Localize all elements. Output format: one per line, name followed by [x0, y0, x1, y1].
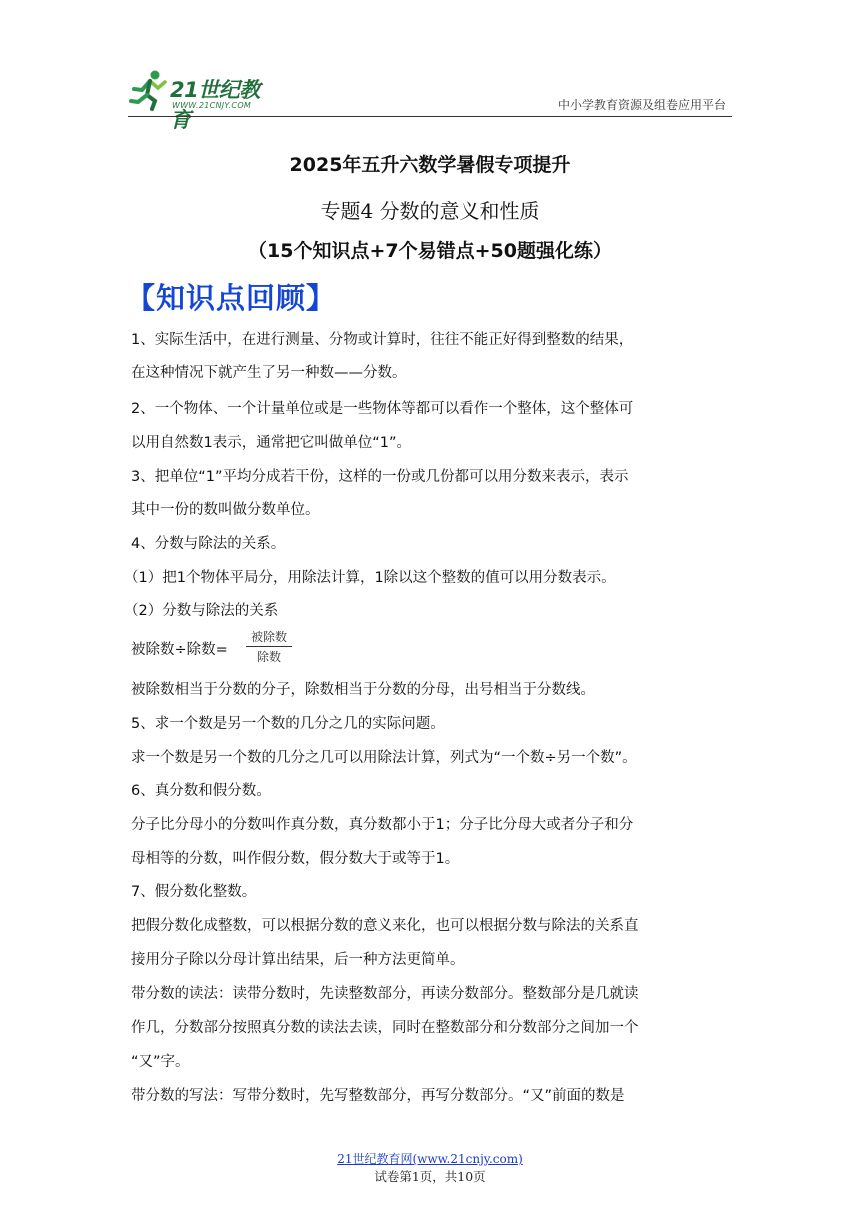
logo-text: 21世纪教育	[170, 78, 260, 132]
text-line: 作几，分数部分按照真分数的读法去读，同时在整数部分和分数部分之间加一个	[131, 1020, 639, 1036]
document-subtitle-note: （15个知识点+7个易错点+50题强化练）	[248, 240, 612, 262]
text-line: 7、假分数化整数。	[131, 884, 257, 900]
text-line: （2）分数与除法的关系	[124, 603, 279, 619]
text-line: 2、一个物体、一个计量单位或是一些物体等都可以看作一个整体，这个整体可	[131, 401, 634, 417]
text-line: 1、实际生活中，在进行测量、分物或计算时，往往不能正好得到整数的结果，	[131, 332, 634, 348]
text-line: 把假分数化成整数，可以根据分数的意义来化，也可以根据分数与除法的关系直	[131, 918, 639, 934]
text-line: 带分数的写法：写带分数时，先写整数部分，再写分数部分。“又”前面的数是	[131, 1088, 625, 1104]
fraction-numerator: 被除数	[250, 630, 287, 644]
footer-page-number: 试卷第1页，共10页	[374, 1169, 486, 1184]
page-header	[128, 66, 732, 132]
fraction-denominator: 除数	[256, 650, 281, 664]
text-line: 5、求一个数是另一个数的几分之几的实际问题。	[131, 716, 445, 732]
runner-logo-icon	[128, 68, 172, 112]
text-line: 4、分数与除法的关系。	[131, 536, 286, 552]
logo-url: WWW.21CNJY.COM	[172, 101, 252, 110]
text-line: 母相等的分数，叫作假分数，假分数大于或等于1。	[131, 851, 460, 867]
fraction-bar	[246, 646, 292, 647]
text-line: 6、真分数和假分数。	[131, 783, 271, 799]
section-heading: 【知识点回顾】	[126, 281, 337, 315]
text-line: “又”字。	[131, 1054, 190, 1070]
text-line: 接用分子除以分母计算出结果，后一种方法更简单。	[131, 952, 465, 968]
text-line: 求一个数是另一个数的几分之几可以用除法计算，列式为“一个数÷另一个数”。	[131, 750, 637, 766]
text-line: 分子比分母小的分数叫作真分数，真分数都小于1；分子比分母大或者分子和分	[131, 817, 634, 833]
document-title: 2025年五升六数学暑假专项提升	[289, 154, 571, 176]
formula-text: 被除数÷除数=	[131, 642, 228, 658]
text-line: 其中一份的数叫做分数单位。	[131, 502, 320, 518]
logo	[128, 66, 278, 132]
text-line: 在这种情况下就产生了另一种数——分数。	[131, 365, 407, 381]
footer-site-link[interactable]: 21世纪教育网(www.21cnjy.com)	[337, 1152, 523, 1166]
text-line: 以用自然数1表示，通常把它叫做单位“1”。	[131, 435, 411, 451]
text-line: 被除数相当于分数的分子，除数相当于分数的分母，出号相当于分数线。	[131, 682, 595, 698]
header-tagline: 中小学教育资源及组卷应用平台	[557, 98, 726, 112]
document-subtitle: 专题4 分数的意义和性质	[320, 199, 540, 223]
text-line: （1）把1个物体平局分，用除法计算，1除以这个整数的值可以用分数表示。	[124, 570, 616, 586]
text-line: 带分数的读法：读带分数时，先读整数部分，再读分数部分。整数部分是几就读	[131, 986, 639, 1002]
header-divider	[128, 116, 732, 117]
text-line: 3、把单位“1”平均分成若干份，这样的一份或几份都可以用分数来表示，表示	[131, 469, 629, 485]
